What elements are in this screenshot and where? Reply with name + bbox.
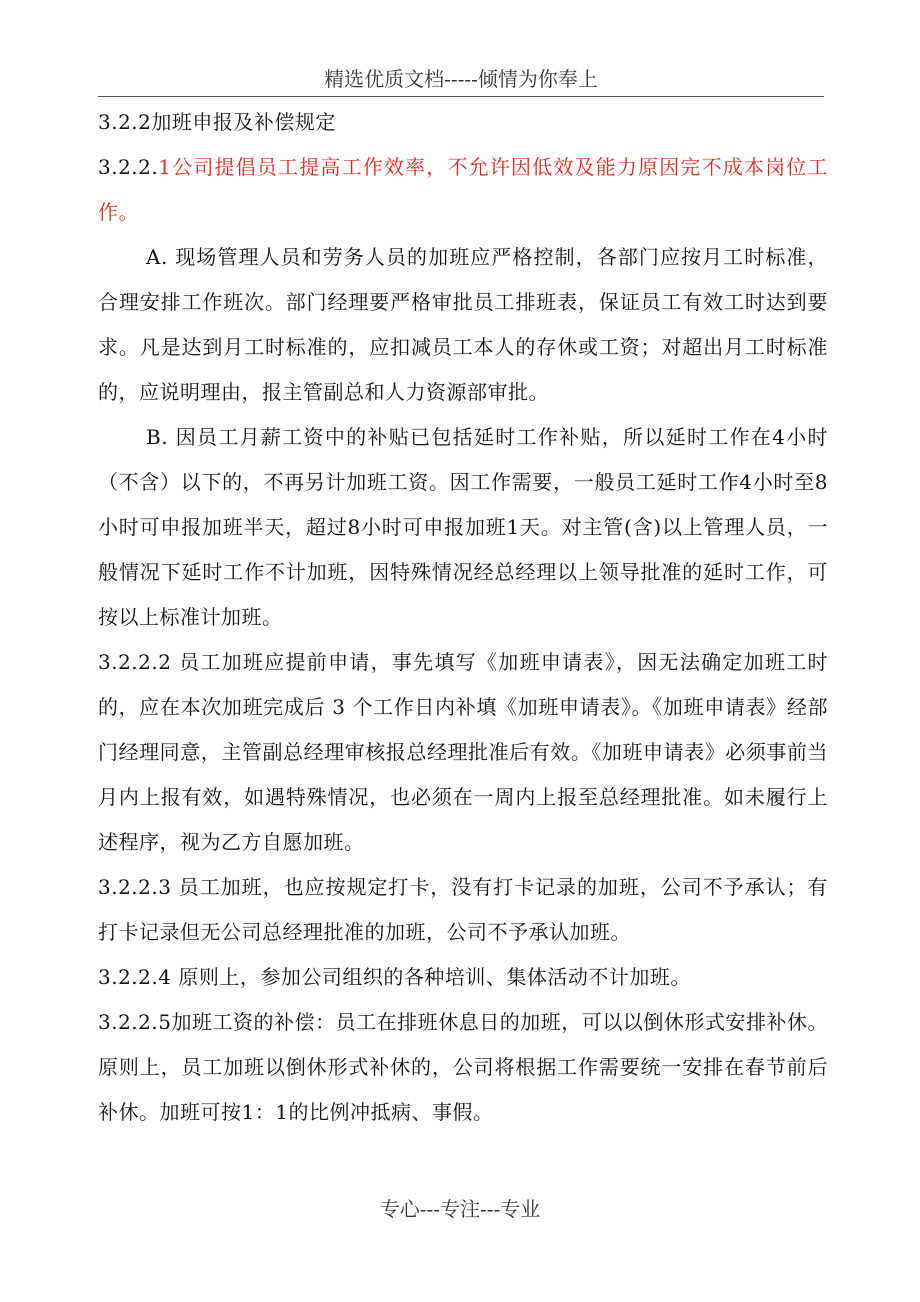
- paragraph-3-2-2-4: 3.2.2.4 原则上，参加公司组织的各种培训、集体活动不计加班。: [98, 965, 691, 989]
- footer-text: 专心---专注---专业: [379, 1197, 541, 1221]
- paragraph-3-2-2-3: 3.2.2.3 员工加班，也应按规定打卡，没有打卡记录的加班，公司不予承认；有打卡记录但无公司总经理批准的加班，公司不予承认加班。: [98, 875, 828, 944]
- paragraph-3-2-2-1: [98, 145, 828, 235]
- paragraph-a: A. 现场管理人员和劳务人员的加班应严格控制，各部门应按月工时标准，合理安排工作班次。部门经理要严格审批员工排班表，保证员工有效工时达到要求。凡是达到月工时标准的，应扣减员工本人的存休或工资；对超出月工时标准的，应说明理由，报主管副总和人力资源部审批。: [98, 245, 828, 404]
- highlighted-rule-text: 1公司提倡员工提高工作效率，不允许因低效及能力原因完不成本岗位工作。: [98, 155, 828, 224]
- section-heading: 3.2.2加班申报及补偿规定: [98, 110, 336, 134]
- document-body: [98, 100, 828, 1135]
- paragraph-3-2-2-5: 3.2.2.5加班工资的补偿：员工在排班休息日的加班，可以以倒休形式安排补休。原则上，员工加班以倒休形式补休的，公司将根据工作需要统一安排在春节前后补休。加班可按1：1的比例冲抵病、事假。: [98, 1010, 828, 1124]
- header-title: 精选优质文档-----倾情为你奉上: [324, 67, 598, 91]
- page-header: [98, 62, 824, 97]
- paragraph-number: 3.2.2.: [98, 155, 159, 179]
- page-footer: [0, 1194, 920, 1224]
- paragraph-b: B. 因员工月薪工资中的补贴已包括延时工作补贴，所以延时工作在4小时（不含）以下的，不再另计加班工资。因工作需要，一般员工延时工作4小时至8小时可申报加班半天，超过8小时可申报加班1天。对主管(含)以上管理人员，一般情况下延时工作不计加班，因特殊情况经总经理以上领导批准的延时工作，可按以上标准计加班。: [98, 425, 828, 629]
- paragraph-3-2-2-2: 3.2.2.2 员工加班应提前申请，事先填写《加班申请表》，因无法确定加班工时的，应在本次加班完成后 3 个工作日内补填《加班申请表》。《加班申请表》经部门经理同意，主管副总经理审核报总经理批准后有效。《加班申请表》必须事前当月内上报有效，如遇特殊情况，也必须在一周内上报至总经理批准。如未履行上述程序，视为乙方自愿加班。: [98, 650, 828, 854]
